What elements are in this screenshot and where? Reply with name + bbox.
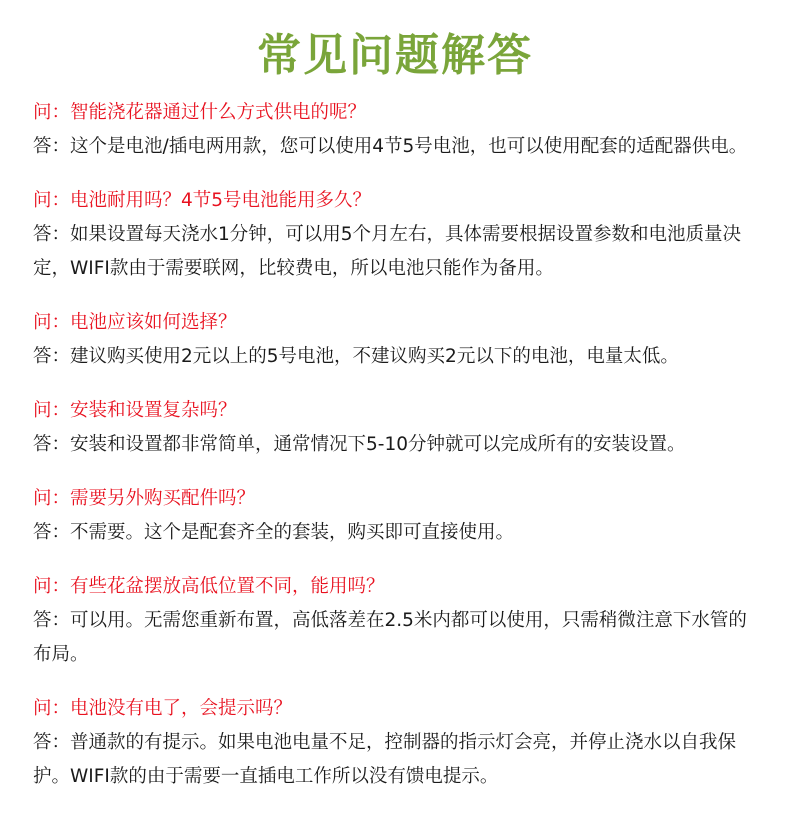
faq-item	[33, 184, 763, 286]
faq-question: 问：需要另外购买配件吗？	[33, 488, 256, 509]
page-title: 常见问题解答	[257, 30, 533, 81]
faq-item	[33, 96, 763, 164]
faq-question: 问：电池应该如何选择？	[33, 312, 237, 333]
faq-list	[33, 96, 763, 814]
faq-item	[33, 482, 763, 550]
faq-answer: 答：建议购买使用2元以上的5号电池，不建议购买2元以下的电池，电量太低。	[33, 346, 679, 367]
faq-answer: 答：不需要。这个是配套齐全的套装，购买即可直接使用。	[33, 522, 515, 543]
faq-answer: 答：安装和设置都非常简单，通常情况下5-10分钟就可以完成所有的安装设置。	[33, 434, 686, 455]
faq-question: 问：有些花盆摆放高低位置不同，能用吗？	[33, 576, 385, 597]
faq-answer: 答：如果设置每天浇水1分钟，可以用5个月左右，具体需要根据设置参数和电池质量决定，WIFI款由于需要联网，比较费电，所以电池只能作为备用。	[33, 224, 742, 279]
faq-answer: 答：这个是电池/插电两用款，您可以使用4节5号电池，也可以使用配套的适配器供电。	[33, 136, 748, 157]
faq-answer: 答：可以用。无需您重新布置，高低落差在2.5米内都可以使用，只需稍微注意下水管的布局。	[33, 610, 747, 665]
faq-question: 问：电池没有电了，会提示吗？	[33, 698, 293, 719]
faq-item	[33, 570, 763, 672]
faq-question: 问：电池耐用吗？4节5号电池能用多久？	[33, 190, 372, 211]
faq-item	[33, 394, 763, 462]
faq-item	[33, 692, 763, 794]
faq-answer: 答：普通款的有提示。如果电池电量不足，控制器的指示灯会亮，并停止浇水以自我保护。WIFI款的由于需要一直插电工作所以没有馈电提示。	[33, 732, 737, 787]
faq-question: 问：安装和设置复杂吗？	[33, 400, 237, 421]
faq-item	[33, 306, 763, 374]
faq-question: 问：智能浇花器通过什么方式供电的呢？	[33, 102, 367, 123]
